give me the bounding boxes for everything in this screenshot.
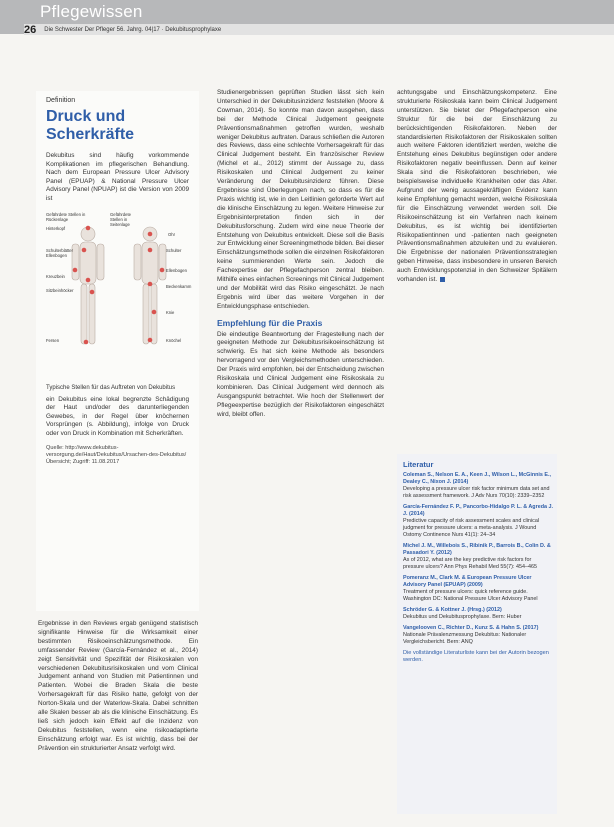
figure-label-left-3: Kreuzbein bbox=[46, 273, 65, 279]
literature-entry bbox=[403, 575, 553, 603]
literature-reference: Predictive capacity of risk assessment scales and clinical judgment for pressure ulcers: a meta-analysis. J Wound Ostomy Continence Nurs 41(1): 24–34 bbox=[403, 518, 540, 538]
literature-authors: Pomeranz M., Clark M. & European Pressure Ulcer Advisory Panel (EPUAP) (2009) bbox=[403, 575, 532, 588]
sidebar-title-line1: Druck und bbox=[46, 108, 126, 125]
pressure-point-marker bbox=[82, 247, 87, 252]
figure-label-left-5: Fersen bbox=[46, 337, 60, 343]
pressure-point-marker bbox=[148, 231, 153, 236]
figure-label-right-6: Knöchel bbox=[166, 337, 182, 343]
definition-text: ein Dekubitus eine lokal begrenzte Schädigung der Haut und/oder des darunterliegenden Gewebes, in der Regel über knöchernen Vorsprüngen (s. Abbildung), infolge von Druck oder von Druck in Kombination mit Scherkräften. bbox=[46, 395, 189, 437]
column-3-paragraph bbox=[397, 89, 557, 285]
column-1-body bbox=[38, 620, 198, 820]
column-2-body bbox=[217, 89, 384, 817]
figure-label-left-2: Schulterblätter Ellenbogen bbox=[46, 247, 73, 258]
column-1-paragraph: Ergebnisse in den Reviews ergab genügend statistisch signifikante Hinweise für die Wirksamkeit einer bestimmten Risikoeinschätzungsmethode. Ein umfassender Review (García-Fernández et al., 2014) zeigt Sensitivität und Spezifität der Risikoskalen von verschiedenen Dekubitusrisikoskalen und vom Clinical Judgement anhand von Studien mit Patientinnen und Patienten. Wobei die Braden Skala die beste Vorhersagekraft für das Risiko hatte, gefolgt von der Norton-Skala und der Waterlow-Skala. Dabei schnitten alle Skalen besser ab als die klinische Einschätzung. Es ließ sich jedoch kein Effekt auf die Inzidenz von Dekubitus feststellen, wenn eine risikoadaptierte Einschätzung erfolgt war. Es ist wichtig, dass bei der Prävention ein strukturierter Ansatz verfolgt wird. bbox=[38, 620, 198, 752]
literature-reference: Dekubitus und Dekubitusprophylaxe. Bern: Huber bbox=[403, 614, 522, 620]
pressure-point-marker bbox=[84, 339, 89, 344]
pressure-point-marker bbox=[160, 267, 165, 272]
end-of-article-mark bbox=[440, 277, 445, 282]
figure-label-right-4: Beckenkamm bbox=[166, 283, 192, 289]
section-heading-praxis: Empfehlung für die Praxis bbox=[217, 317, 323, 328]
column-3-body bbox=[397, 89, 557, 447]
figure-label-right-3: Ellenbogen bbox=[166, 267, 187, 273]
column-2-paragraph-b: Die eindeutige Beantwortung der Fragestellung nach der geeigneten Methode zur Dekubitusrisikoeinschätzung ist schwierig. Es hat sich keine Methode als besonders hervorragend vor den Vergleichsmethoden unterschieden. Der Praxis wird empfohlen, bei der Entscheidung zwischen Risikoskala und Clinical Judgement eine Risikoskala zu kombinieren. Das Clinical Judgement wird dennoch als Ausgangspunkt betrachtet. Wie hoch der Stellenwert der Pflegeexpertise bezüglich der Risikofaktoren eingeschätzt wird, bleibt offen. bbox=[217, 330, 384, 418]
pressure-point-marker bbox=[86, 277, 91, 282]
definition-sidebar bbox=[36, 91, 199, 611]
pressure-point-marker bbox=[86, 225, 91, 230]
pressure-point-marker bbox=[148, 247, 153, 252]
figure-label-left-1: Hinterkopf bbox=[46, 225, 66, 231]
figure-label-left-0: Gefährdete Stellen in Rückenlage bbox=[46, 211, 86, 222]
running-header bbox=[24, 24, 614, 35]
column-3-text: achtungsgabe und Einschätzungskompetenz. Eine strukturierte Risikoskala kann beim Clinical Judgement unterstützen. Sie bietet der Pflegefachperson eine Struktur für die bei der Einschätzung zu berücksichtigenden Risikofaktoren. Neben der standardisierten Risikofaktoren der Risikoskalen sollten auch weitere Faktoren identifiziert werden, welche die Entstehung eines Dekubitus begünstigen oder andere Risikofaktoren negativ beeinflussen. Denn auf keiner Skala sind die Risikofaktoren beschrieben, wie beispielsweise individuelle Krankheiten oder das Alter. Aufgrund der wenig aussagekräftigen Evidenz kann keine Empfehlung gemacht werden, welche Risikoskala für die Einschätzung verwendet werden soll. Die Risikoeinschätzung ist ein Verfahren nach keinem Dekubitus, es ist wichtig bei identifizierten Risikopatientinnen und -patienten nach geeigneten Präventionsmaßnahmen abzuleiten und zu evaluieren. Die Ergebnisse der nationalen Präventionsstrategien geben Hinweise, dass insbesondere in unseren Bereich auch Entwicklungspotenzial in den Schweizer Spitälern vorhanden ist. bbox=[397, 89, 557, 284]
literature-entry bbox=[403, 625, 553, 646]
sidebar-intro-text: Dekubitus sind häufig vorkommende Komplikationen im pflegerischen Behandlung. Nach dem European Pressure Ulcer Advisory Panel (EPUAP) & National Pressure Ulcer Advisory Panel (NPUAP) ist die Version von 2009 ist bbox=[46, 152, 189, 202]
literature-entry bbox=[403, 472, 553, 500]
sidebar-title bbox=[46, 108, 189, 144]
literature-box bbox=[397, 454, 557, 814]
literature-authors: García-Fernández F. P., Pancorbo-Hidalgo P. L. & Agreda J. J. (2014) bbox=[403, 504, 553, 517]
literature-title: Literatur bbox=[403, 460, 434, 469]
literature-reference: Developing a pressure ulcer risk factor minimum data set and risk assessment framework. J Adv Nurs 70(10): 2339–2352 bbox=[403, 486, 550, 499]
pressure-point-marker bbox=[152, 309, 157, 314]
running-header-text: Die Schwester Der Pfleger 56. Jahrg. 04|17 · Dekubitusprophylaxe bbox=[44, 26, 222, 33]
literature-authors: Coleman S., Nelson E. A., Keen J., Wilson L., McGinnis E., Dealey C., Nixon J. (2014) bbox=[403, 472, 552, 485]
figure-label-right-5: Knie bbox=[166, 309, 175, 315]
figure-source: Quelle: http://www.dekubitus-versorgung.de/Haut/Dekubitus/Ursachen-des-Dekubitus/Übersicht; Zugriff: 11.08.2017 bbox=[46, 444, 187, 466]
page-number: 26 bbox=[24, 23, 37, 36]
pressure-point-marker bbox=[148, 281, 153, 286]
literature-authors: Vangelooven C., Richter D., Kunz S. & Hahn S. (2017) bbox=[403, 625, 539, 631]
sidebar-label: Definition bbox=[46, 97, 76, 104]
literature-entry bbox=[403, 504, 553, 539]
literature-reference: As of 2012, what are the key predictive risk factors for pressure ulcers? Ann Phys Rehabil Med 55(7): 454–465 bbox=[403, 557, 537, 570]
body-diagram bbox=[46, 212, 192, 380]
column-2-paragraph-a: Studienergebnissen geprüften Studien lässt sich kein Unterschied in der Dekubitusinzidenz feststellen (Moore & Cowman, 2014). So konnte man davon ausgehen, dass bei der Methode Clinical Judgement geeignete Präventionsmaßnahmen getroffen wurden, weshalb weniger Dekubitus auftraten. Daraus schließen die Autoren des Reviews, dass eine schlechte Vorhersagekraft für das Clinical Judgement besteht. Ein französischer Review (Michel et al., 2012) stimmt der Aussage zu, dass Risikoskalen und Clinical Judgement zu keiner Veränderung der Dekubitusinzidenz führen. Diese Ergebnisse sind Überlegungen nach, so dass es für die Praxis wichtig ist, wie in den Leitlinien geforderte Wert auf die klinische Einschätzung zu legen. Weitere Hinweise zur Ergebnisinterpretation finden sich in der Dekubitusforschung. Zudem wird eine neue Theorie der Entstehung von Dekubitus entwickelt. Diese soll die Basis zur Entwicklung einer Screeningmethode bilden. Bei dieser Einschätzungsmethode sollen die einzelnen Risikofaktoren keine summierenden Werte sein. Jedoch die Fachexpertise der Pflegefachperson zentral bleiben. Mithilfe eines einfachen Screenings mit Clinical Judgement und der Mobilität wird das Risiko eingeschätzt. Je nach Ergebnis wird über das weitere Vorgehen in der Entwicklungsphase entschieden. bbox=[217, 89, 384, 310]
figure-caption: Typische Stellen für das Auftreten von Dekubitus bbox=[46, 384, 176, 391]
literature-reference: Treatment of pressure ulcers: quick reference guide. Washington DC: National Pressure Ulcer Advisory Panel bbox=[403, 589, 538, 602]
pressure-point-marker bbox=[90, 289, 95, 294]
figure-label-right-0: Gefährdete Stellen in Seitenlage bbox=[110, 211, 131, 227]
pressure-point-marker bbox=[73, 267, 78, 272]
literature-authors: Michel J. M., Willebois S., Ribinik P., Barrois B., Colin D. & Passadori Y. (2012) bbox=[403, 543, 551, 556]
literature-authors: Schröder G. & Kottner J. (Hrsg.) (2012) bbox=[403, 607, 502, 613]
figure-label-right-2: Schulter bbox=[166, 247, 182, 253]
literature-note: Die vollständige Literaturliste kann bei der Autorin bezogen werden. bbox=[403, 650, 549, 664]
section-title: Pflegewissen bbox=[40, 2, 143, 21]
figure-label-left-4: Sitzbeinhöcker bbox=[46, 287, 74, 293]
literature-entry bbox=[403, 607, 553, 621]
pressure-points-figure bbox=[46, 211, 192, 380]
figure-label-right-1: Ohr bbox=[168, 231, 175, 237]
sidebar-title-line2: Scherkräfte bbox=[46, 126, 135, 143]
pressure-point-marker bbox=[148, 337, 153, 342]
literature-entry bbox=[403, 543, 553, 571]
literature-reference: Nationale Prävalenzmessung Dekubitus: Nationaler Vergleichsbericht. Bern: ANQ bbox=[403, 632, 527, 645]
